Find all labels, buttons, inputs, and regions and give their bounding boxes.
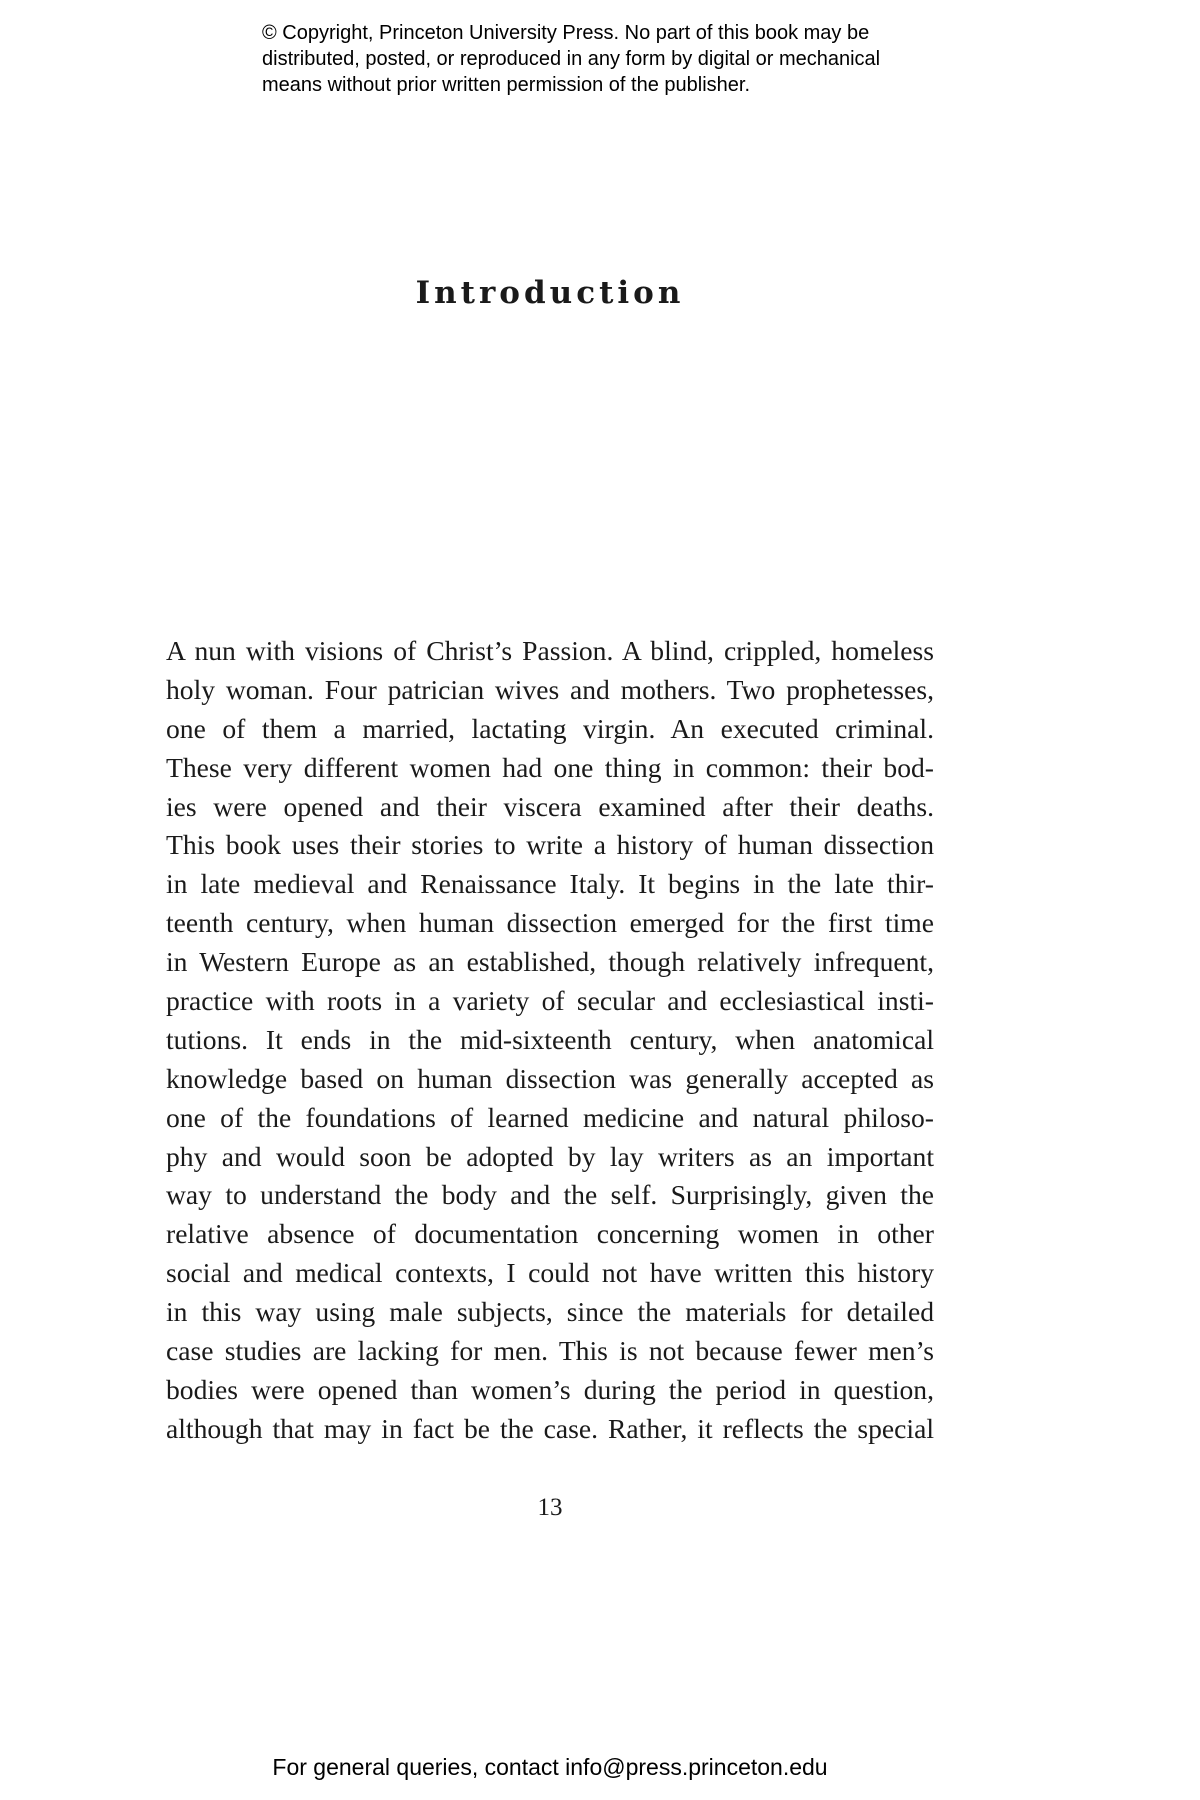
text-line: in this way using male subjects, since the materials for detailed	[166, 1296, 934, 1328]
text-line: phy and would soon be adopted by lay writers as an important	[166, 1140, 934, 1172]
page-number: 13	[537, 1494, 563, 1521]
copyright-notice	[262, 20, 962, 98]
text-line: These very different women had one thing in common: their bod-	[166, 751, 934, 783]
text-line: one of them a married, lactating virgin. An executed criminal.	[166, 712, 934, 744]
text-line: holy woman. Four patrician wives and mothers. Two prophetesses,	[166, 673, 934, 705]
text-line: knowledge based on human dissection was generally accepted as	[166, 1062, 934, 1094]
text-line: tutions. It ends in the mid-sixteenth century, when anatomical	[166, 1023, 934, 1055]
text-line: case studies are lacking for men. This is not because fewer men’s	[166, 1335, 934, 1367]
copyright-line: means without prior written permission of the publisher.	[262, 74, 751, 96]
text-line: social and medical contexts, I could not have written this history	[166, 1257, 934, 1289]
copyright-line: © Copyright, Princeton University Press. No part of this book may be	[262, 22, 870, 44]
copyright-line: distributed, posted, or reproduced in any form by digital or mechanical	[262, 48, 881, 70]
text-line: one of the foundations of learned medicine and natural philoso-	[166, 1101, 934, 1133]
text-line: way to understand the body and the self. Surprisingly, given the	[166, 1179, 934, 1211]
body-paragraph	[166, 632, 934, 1449]
text-line: relative absence of documentation concerning women in other	[166, 1218, 934, 1250]
text-line: bodies were opened than women’s during the period in question,	[166, 1373, 934, 1405]
text-line: practice with roots in a variety of secular and ecclesiastical insti-	[166, 985, 934, 1017]
chapter-title: Introduction	[415, 275, 685, 311]
text-line: ies were opened and their viscera examined after their deaths.	[166, 790, 934, 822]
text-line: although that may in fact be the case. Rather, it reflects the special	[166, 1412, 934, 1444]
footer-contact: For general queries, contact info@press.princeton.edu	[272, 1754, 828, 1780]
text-line: This book uses their stories to write a history of human dissection	[166, 829, 934, 861]
text-line: in Western Europe as an established, though relatively infrequent,	[166, 946, 934, 978]
text-line: A nun with visions of Christ’s Passion. A blind, crippled, homeless	[166, 635, 934, 666]
text-line: in late medieval and Renaissance Italy. It begins in the late thir-	[166, 868, 934, 900]
text-line: teenth century, when human dissection emerged for the first time	[166, 907, 934, 939]
